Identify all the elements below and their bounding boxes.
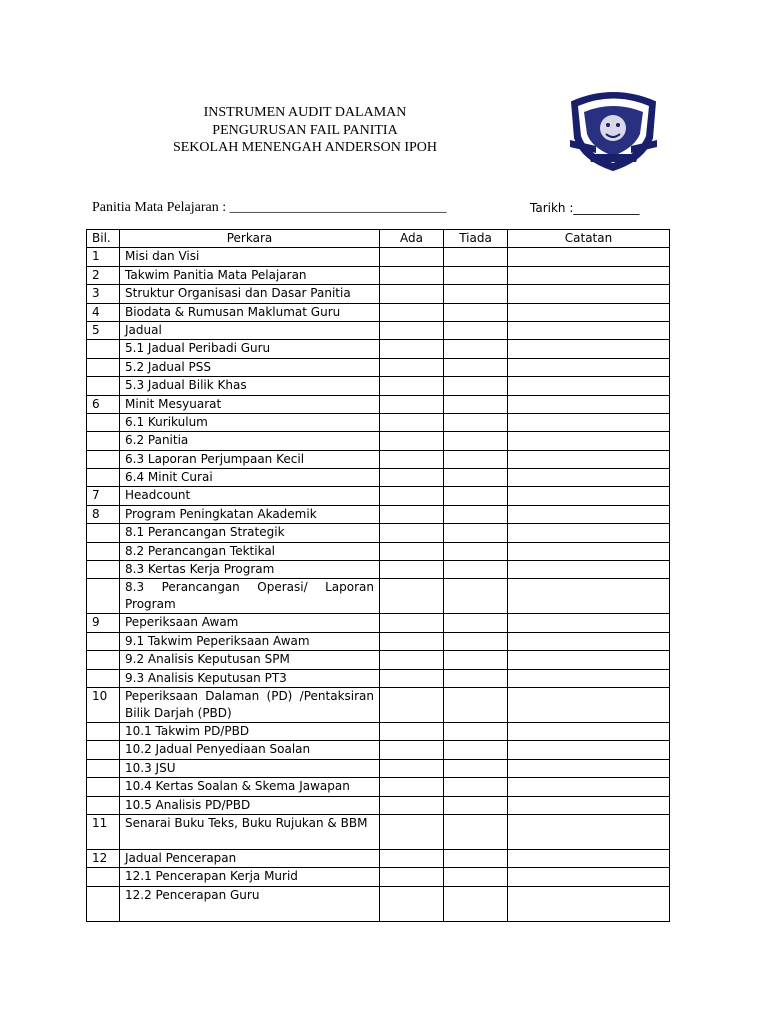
row-catatan-cell[interactable]	[508, 561, 670, 579]
row-bil	[87, 759, 120, 777]
row-bil	[87, 579, 120, 614]
row-ada-cell[interactable]	[380, 450, 444, 468]
row-bil	[87, 377, 120, 395]
row-catatan-cell[interactable]	[508, 321, 670, 339]
header-catatan: Catatan	[508, 230, 670, 248]
row-tiada-cell[interactable]	[444, 687, 508, 722]
panitia-label: Panitia Mata Pelajaran :	[92, 200, 227, 215]
header-tiada: Tiada	[444, 230, 508, 248]
row-catatan-cell[interactable]	[508, 524, 670, 542]
row-catatan-cell[interactable]	[508, 669, 670, 687]
row-item: 10.2 Jadual Penyediaan Soalan	[120, 741, 380, 759]
row-item: 5.1 Jadual Peribadi Guru	[120, 340, 380, 358]
row-tiada-cell[interactable]	[444, 814, 508, 849]
row-tiada-cell[interactable]	[444, 796, 508, 814]
row-bil	[87, 450, 120, 468]
row-catatan-cell[interactable]	[508, 741, 670, 759]
row-tiada-cell[interactable]	[444, 340, 508, 358]
row-tiada-cell[interactable]	[444, 849, 508, 867]
table-row	[87, 358, 670, 376]
row-ada-cell[interactable]	[380, 868, 444, 886]
row-catatan-cell[interactable]	[508, 358, 670, 376]
row-item: 12.2 Pencerapan Guru	[120, 886, 380, 921]
row-ada-cell[interactable]	[380, 722, 444, 740]
row-catatan-cell[interactable]	[508, 722, 670, 740]
row-catatan-cell[interactable]	[508, 868, 670, 886]
row-item: Headcount	[120, 487, 380, 505]
row-item: 5.3 Jadual Bilik Khas	[120, 377, 380, 395]
row-bil	[87, 469, 120, 487]
table-row	[87, 285, 670, 303]
row-ada-cell[interactable]	[380, 358, 444, 376]
row-bil: 12	[87, 849, 120, 867]
row-bil: 2	[87, 266, 120, 284]
row-item: Takwim Panitia Mata Pelajaran	[120, 266, 380, 284]
doc-title-line2: PENGURUSAN FAIL PANITIA	[212, 123, 398, 138]
table-row	[87, 579, 670, 614]
row-item: 10.3 JSU	[120, 759, 380, 777]
row-ada-cell[interactable]	[380, 395, 444, 413]
row-ada-cell[interactable]	[380, 759, 444, 777]
row-item: 12.1 Pencerapan Kerja Murid	[120, 868, 380, 886]
row-catatan-cell[interactable]	[508, 505, 670, 523]
row-bil	[87, 778, 120, 796]
row-item: Jadual Pencerapan	[120, 849, 380, 867]
tarikh-field[interactable]: Tarikh :___________	[530, 201, 640, 215]
row-ada-cell[interactable]	[380, 632, 444, 650]
row-ada-cell[interactable]	[380, 778, 444, 796]
table-row	[87, 796, 670, 814]
table-row	[87, 505, 670, 523]
row-catatan-cell[interactable]	[508, 395, 670, 413]
row-catatan-cell[interactable]	[508, 687, 670, 722]
row-tiada-cell[interactable]	[444, 778, 508, 796]
row-bil	[87, 413, 120, 431]
row-catatan-cell[interactable]	[508, 651, 670, 669]
table-row	[87, 651, 670, 669]
row-tiada-cell[interactable]	[444, 505, 508, 523]
row-item: 8.3 Perancangan Operasi/ Laporan Program	[120, 579, 380, 614]
row-item: 8.1 Perancangan Strategik	[120, 524, 380, 542]
row-item: Jadual	[120, 321, 380, 339]
row-ada-cell[interactable]	[380, 741, 444, 759]
table-row	[87, 814, 670, 849]
table-row	[87, 524, 670, 542]
row-tiada-cell[interactable]	[444, 377, 508, 395]
row-tiada-cell[interactable]	[444, 614, 508, 632]
table-row	[87, 450, 670, 468]
table-row	[87, 632, 670, 650]
table-row	[87, 266, 670, 284]
table-row	[87, 469, 670, 487]
row-catatan-cell[interactable]	[508, 579, 670, 614]
row-catatan-cell[interactable]	[508, 778, 670, 796]
row-item: Biodata & Rumusan Maklumat Guru	[120, 303, 380, 321]
row-tiada-cell[interactable]	[444, 358, 508, 376]
row-ada-cell[interactable]	[380, 814, 444, 849]
row-ada-cell[interactable]	[380, 614, 444, 632]
row-item: Peperiksaan Awam	[120, 614, 380, 632]
row-ada-cell[interactable]	[380, 669, 444, 687]
row-tiada-cell[interactable]	[444, 413, 508, 431]
row-item: 8.2 Perancangan Tektikal	[120, 542, 380, 560]
row-tiada-cell[interactable]	[444, 432, 508, 450]
row-ada-cell[interactable]	[380, 505, 444, 523]
row-bil: 6	[87, 395, 120, 413]
table-header-row	[87, 230, 670, 248]
row-bil	[87, 722, 120, 740]
row-item: Program Peningkatan Akademik	[120, 505, 380, 523]
header-bil: Bil.	[87, 230, 120, 248]
row-bil	[87, 796, 120, 814]
row-ada-cell[interactable]	[380, 796, 444, 814]
row-ada-cell[interactable]	[380, 321, 444, 339]
table-row	[87, 303, 670, 321]
table-row	[87, 561, 670, 579]
school-crest-icon	[566, 90, 661, 172]
row-bil: 3	[87, 285, 120, 303]
row-ada-cell[interactable]	[380, 303, 444, 321]
row-tiada-cell[interactable]	[444, 886, 508, 921]
row-bil: 10	[87, 687, 120, 722]
row-catatan-cell[interactable]	[508, 248, 670, 266]
table-row	[87, 687, 670, 722]
row-item: 10.4 Kertas Soalan & Skema Jawapan	[120, 778, 380, 796]
row-item: Misi dan Visi	[120, 248, 380, 266]
row-item: 6.3 Laporan Perjumpaan Kecil	[120, 450, 380, 468]
table-row	[87, 542, 670, 560]
table-row	[87, 487, 670, 505]
row-item: Senarai Buku Teks, Buku Rujukan & BBM	[120, 814, 380, 849]
table-row	[87, 849, 670, 867]
row-item: Minit Mesyuarat	[120, 395, 380, 413]
row-item: 9.3 Analisis Keputusan PT3	[120, 669, 380, 687]
table-row	[87, 248, 670, 266]
row-tiada-cell[interactable]	[444, 542, 508, 560]
row-item: 5.2 Jadual PSS	[120, 358, 380, 376]
row-tiada-cell[interactable]	[444, 303, 508, 321]
row-item: Struktur Organisasi dan Dasar Panitia	[120, 285, 380, 303]
table-row	[87, 395, 670, 413]
row-catatan-cell[interactable]	[508, 487, 670, 505]
row-ada-cell[interactable]	[380, 524, 444, 542]
row-tiada-cell[interactable]	[444, 248, 508, 266]
row-ada-cell[interactable]	[380, 542, 444, 560]
row-item: Peperiksaan Dalaman (PD) /Pentaksiran Bilik Darjah (PBD)	[120, 687, 380, 722]
row-bil	[87, 432, 120, 450]
doc-title-line3: SEKOLAH MENENGAH ANDERSON IPOH	[172, 140, 438, 155]
table-row	[87, 886, 670, 921]
row-catatan-cell[interactable]	[508, 340, 670, 358]
row-item: 10.1 Takwim PD/PBD	[120, 722, 380, 740]
row-ada-cell[interactable]	[380, 266, 444, 284]
row-bil: 8	[87, 505, 120, 523]
row-tiada-cell[interactable]	[444, 722, 508, 740]
row-bil: 4	[87, 303, 120, 321]
row-tiada-cell[interactable]	[444, 266, 508, 284]
doc-title-line1: INSTRUMEN AUDIT DALAMAN	[203, 105, 407, 120]
row-item: 8.3 Kertas Kerja Program	[120, 561, 380, 579]
table-row	[87, 321, 670, 339]
row-catatan-cell[interactable]	[508, 432, 670, 450]
row-tiada-cell[interactable]	[444, 579, 508, 614]
row-bil: 1	[87, 248, 120, 266]
row-tiada-cell[interactable]	[444, 759, 508, 777]
row-bil	[87, 524, 120, 542]
table-row	[87, 377, 670, 395]
row-item: 6.1 Kurikulum	[120, 413, 380, 431]
header-ada: Ada	[380, 230, 444, 248]
row-catatan-cell[interactable]	[508, 285, 670, 303]
table-row	[87, 669, 670, 687]
row-catatan-cell[interactable]	[508, 759, 670, 777]
row-bil	[87, 741, 120, 759]
row-tiada-cell[interactable]	[444, 561, 508, 579]
row-catatan-cell[interactable]	[508, 413, 670, 431]
row-tiada-cell[interactable]	[444, 524, 508, 542]
table-row	[87, 778, 670, 796]
row-tiada-cell[interactable]	[444, 741, 508, 759]
table-row	[87, 868, 670, 886]
table-row	[87, 722, 670, 740]
row-catatan-cell[interactable]	[508, 632, 670, 650]
row-catatan-cell[interactable]	[508, 450, 670, 468]
row-catatan-cell[interactable]	[508, 266, 670, 284]
row-bil	[87, 886, 120, 921]
row-bil: 7	[87, 487, 120, 505]
row-ada-cell[interactable]	[380, 886, 444, 921]
row-bil	[87, 340, 120, 358]
row-ada-cell[interactable]	[380, 469, 444, 487]
row-ada-cell[interactable]	[380, 285, 444, 303]
row-tiada-cell[interactable]	[444, 321, 508, 339]
table-row	[87, 741, 670, 759]
row-tiada-cell[interactable]	[444, 669, 508, 687]
row-tiada-cell[interactable]	[444, 395, 508, 413]
row-ada-cell[interactable]	[380, 487, 444, 505]
header-perkara: Perkara	[120, 230, 380, 248]
row-ada-cell[interactable]	[380, 849, 444, 867]
row-item: 9.2 Analisis Keputusan SPM	[120, 651, 380, 669]
row-item: 9.1 Takwim Peperiksaan Awam	[120, 632, 380, 650]
row-item: 10.5 Analisis PD/PBD	[120, 796, 380, 814]
row-bil	[87, 632, 120, 650]
row-bil: 9	[87, 614, 120, 632]
row-bil	[87, 651, 120, 669]
row-ada-cell[interactable]	[380, 413, 444, 431]
table-row	[87, 759, 670, 777]
row-catatan-cell[interactable]	[508, 377, 670, 395]
row-catatan-cell[interactable]	[508, 614, 670, 632]
row-item: 6.4 Minit Curai	[120, 469, 380, 487]
row-bil	[87, 358, 120, 376]
row-ada-cell[interactable]	[380, 579, 444, 614]
row-ada-cell[interactable]	[380, 651, 444, 669]
row-tiada-cell[interactable]	[444, 632, 508, 650]
row-catatan-cell[interactable]	[508, 886, 670, 921]
row-catatan-cell[interactable]	[508, 849, 670, 867]
row-bil	[87, 868, 120, 886]
row-catatan-cell[interactable]	[508, 542, 670, 560]
row-tiada-cell[interactable]	[444, 450, 508, 468]
row-ada-cell[interactable]	[380, 377, 444, 395]
table-row	[87, 614, 670, 632]
row-tiada-cell[interactable]	[444, 651, 508, 669]
row-ada-cell[interactable]	[380, 687, 444, 722]
row-item: 6.2 Panitia	[120, 432, 380, 450]
row-catatan-cell[interactable]	[508, 469, 670, 487]
table-row	[87, 413, 670, 431]
row-tiada-cell[interactable]	[444, 868, 508, 886]
row-ada-cell[interactable]	[380, 340, 444, 358]
table-row	[87, 340, 670, 358]
audit-table	[86, 229, 670, 922]
row-tiada-cell[interactable]	[444, 469, 508, 487]
row-bil	[87, 542, 120, 560]
row-bil: 11	[87, 814, 120, 849]
row-ada-cell[interactable]	[380, 561, 444, 579]
table-row	[87, 432, 670, 450]
row-bil	[87, 669, 120, 687]
row-tiada-cell[interactable]	[444, 487, 508, 505]
row-catatan-cell[interactable]	[508, 814, 670, 849]
row-bil	[87, 561, 120, 579]
row-tiada-cell[interactable]	[444, 285, 508, 303]
row-bil: 5	[87, 321, 120, 339]
row-ada-cell[interactable]	[380, 432, 444, 450]
row-ada-cell[interactable]	[380, 248, 444, 266]
row-catatan-cell[interactable]	[508, 303, 670, 321]
row-catatan-cell[interactable]	[508, 796, 670, 814]
panitia-input-line[interactable]: _______________________________	[229, 200, 447, 215]
